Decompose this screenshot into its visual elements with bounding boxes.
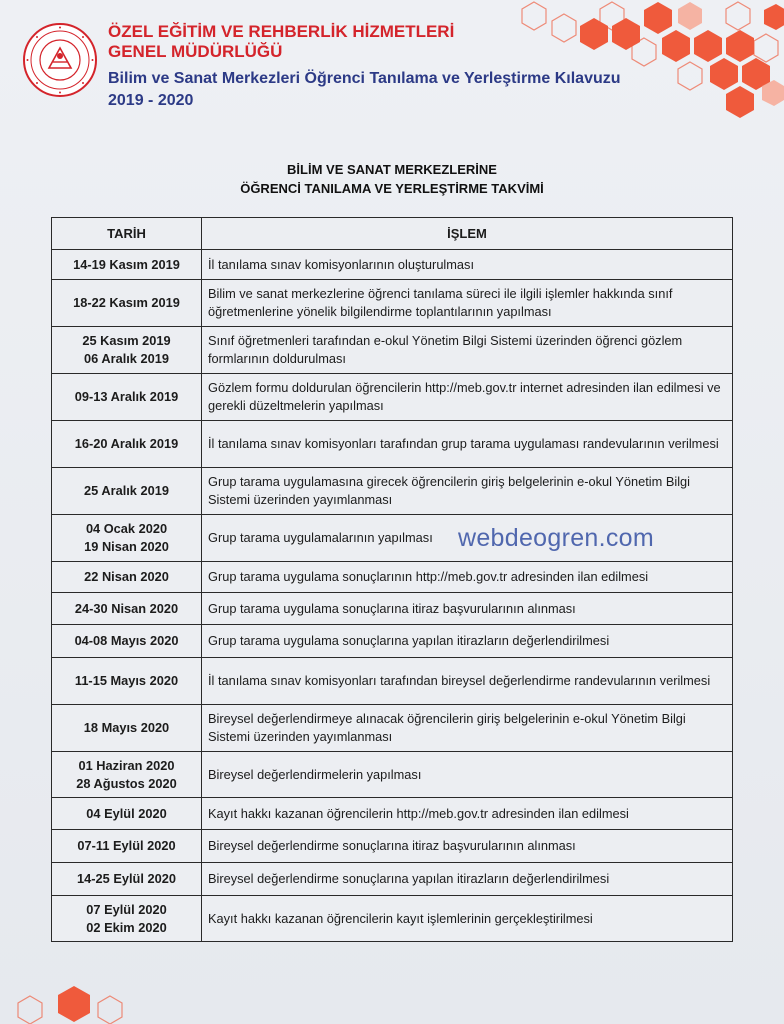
action-cell: Kayıt hakkı kazanan öğrencilerin http://meb.gov.tr adresinden ilan edilmesi [202, 798, 733, 830]
table-row [52, 798, 733, 830]
schedule-title [0, 160, 784, 198]
ministry-seal-logo [22, 22, 98, 98]
action-cell: Kayıt hakkı kazanan öğrencilerin kayıt işlemlerinin gerçekleştirilmesi [202, 896, 733, 942]
date-cell [52, 658, 202, 705]
table-row [52, 280, 733, 327]
action-cell: Grup tarama uygulama sonuçlarına itiraz başvurularının alınması [202, 593, 733, 625]
date-line: 09-13 Aralık 2019 [74, 389, 179, 404]
table-row [52, 250, 733, 280]
date-line: 04 Eylül 2020 [86, 805, 167, 821]
date-cell [52, 863, 202, 896]
table-row [52, 863, 733, 896]
table-row [52, 705, 733, 752]
column-header-date: TARİH [52, 218, 202, 250]
date-cell [52, 625, 202, 658]
org-name-line1: ÖZEL EĞİTİM VE REHBERLİK HİZMETLERİ [108, 22, 455, 41]
date-line: 04-08 Mayıs 2020 [74, 633, 179, 648]
date-line: 04 Ocak 2020 [85, 521, 168, 536]
date-line: 14-25 Eylül 2020 [77, 871, 176, 886]
column-header-action: İŞLEM [202, 218, 733, 250]
hexagon-decoration-top [494, 0, 784, 120]
date-line: 25 Aralık 2019 [84, 483, 169, 498]
action-cell: Grup tarama uygulamasına girecek öğrencilerin giriş belgelerinin e-okul Yönetim Bilgi Sistemi üzerinden yayımlanması [202, 468, 733, 515]
date-line: 24-30 Nisan 2020 [74, 600, 179, 616]
date-cell [52, 468, 202, 515]
table-row [52, 593, 733, 625]
action-cell: Gözlem formu doldurulan öğrencilerin http://meb.gov.tr internet adresinden ilan edilmesi ve gerekli düzeltmelerin yapılması [202, 374, 733, 421]
watermark-text: webdeogren.com [458, 524, 654, 552]
date-line: 01 Haziran 2020 [78, 757, 175, 773]
date-cell [52, 421, 202, 468]
action-cell: Bireysel değerlendirmelerin yapılması [202, 752, 733, 798]
date-line: 18 Mayıs 2020 [83, 720, 170, 735]
table-row [52, 896, 733, 942]
action-cell: İl tanılama sınav komisyonlarının oluşturulması [202, 250, 733, 280]
table-row [52, 374, 733, 421]
date-line: 07 Eylül 2020 [86, 901, 167, 917]
action-cell: Bireysel değerlendirmeye alınacak öğrencilerin giriş belgelerinin e-okul Yönetim Bilgi Sistemi üzerinden yayımlanması [202, 705, 733, 752]
action-cell: Bireysel değerlendirme sonuçlarına yapılan itirazların değerlendirilmesi [202, 863, 733, 896]
date-cell [52, 705, 202, 752]
date-line: 14-19 Kasım 2019 [73, 256, 180, 272]
guide-title: Bilim ve Sanat Merkezleri Öğrenci Tanılama ve Yerleştirme Kılavuzu [108, 70, 621, 87]
schedule-table [51, 217, 733, 942]
date-line: 02 Ekim 2020 [86, 919, 167, 935]
table-row [52, 421, 733, 468]
table-row [52, 562, 733, 593]
table-row [52, 468, 733, 515]
date-line: 07-11 Eylül 2020 [77, 838, 176, 853]
schedule-title-line1: BİLİM VE SANAT MERKEZLERİNE [287, 162, 497, 177]
action-cell: Bilim ve sanat merkezlerine öğrenci tanılama süreci ile ilgili işlemler hakkında sınıf öğretmenlerine yönelik bilgilendirme toplantılarının yapılması [202, 280, 733, 327]
date-line: 19 Nisan 2020 [84, 539, 169, 554]
table-header-row [52, 218, 733, 250]
date-cell [52, 280, 202, 327]
guide-year: 2019 - 2020 [108, 92, 194, 109]
date-cell [52, 830, 202, 863]
action-cell: Grup tarama uygulama sonuçlarına yapılan itirazların değerlendirilmesi [202, 625, 733, 658]
action-cell: İl tanılama sınav komisyonları tarafından grup tarama uygulaması randevularının verilmesi [202, 421, 733, 468]
organization-name [108, 22, 454, 62]
date-line: 16-20 Aralık 2019 [74, 436, 179, 451]
date-line: 18-22 Kasım 2019 [73, 295, 180, 310]
action-cell: Sınıf öğretmenleri tarafından e-okul Yönetim Bilgi Sistemi üzerinden öğrenci gözlem formlarının doldurulması [202, 327, 733, 374]
action-cell: Grup tarama uygulamalarının yapılması [202, 515, 733, 562]
date-line: 22 Nisan 2020 [84, 569, 169, 584]
date-cell [52, 515, 202, 562]
table-row [52, 327, 733, 374]
date-cell [52, 327, 202, 374]
action-cell: Bireysel değerlendirme sonuçlarına itiraz başvurularının alınması [202, 830, 733, 863]
date-cell [52, 896, 202, 942]
table-row [52, 830, 733, 863]
hexagon-decoration-bottom [0, 984, 160, 1024]
date-cell [52, 798, 202, 830]
action-cell: İl tanılama sınav komisyonları tarafından bireysel değerlendirme randevularının verilmesi [202, 658, 733, 705]
date-line: 11-15 Mayıs 2020 [74, 673, 179, 688]
org-name-line2: GENEL MÜDÜRLÜĞÜ [108, 42, 283, 61]
date-line: 06 Aralık 2019 [84, 351, 169, 366]
table-row [52, 625, 733, 658]
date-cell [52, 374, 202, 421]
date-cell [52, 562, 202, 593]
date-line: 25 Kasım 2019 [82, 333, 171, 348]
action-cell: Grup tarama uygulama sonuçlarının http://meb.gov.tr adresinden ilan edilmesi [202, 562, 733, 593]
schedule-title-line2: ÖĞRENCİ TANILAMA VE YERLEŞTİRME TAKVİMİ [240, 181, 544, 196]
date-cell [52, 250, 202, 280]
date-cell [52, 752, 202, 798]
date-cell [52, 593, 202, 625]
date-line: 28 Ağustos 2020 [76, 775, 177, 791]
table-row [52, 752, 733, 798]
table-row [52, 658, 733, 705]
